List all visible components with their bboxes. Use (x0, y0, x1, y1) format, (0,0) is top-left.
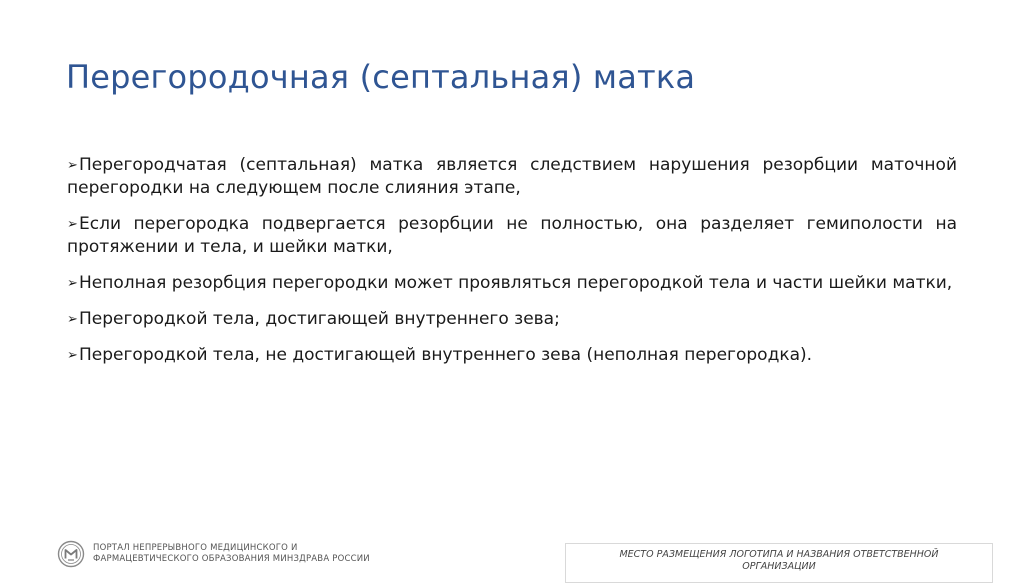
arrow-bullet-icon: ➢ (67, 312, 78, 327)
portal-name (93, 543, 413, 565)
bullet-text: Если перегородка подвергается резорбции не полностью, она разделяет гемиполости на протяжении и тела, и шейки матки, (67, 214, 957, 257)
bullet-item (67, 344, 957, 367)
arrow-bullet-icon: ➢ (67, 158, 78, 173)
arrow-bullet-icon: ➢ (67, 348, 78, 363)
bullet-list (67, 154, 957, 380)
bullet-text: Неполная резорбция перегородки может проявляться перегородкой тела и части шейки матки, (79, 273, 953, 293)
footer-portal (57, 540, 413, 568)
bullet-text: Перегородкой тела, достигающей внутреннего зева; (79, 309, 560, 329)
portal-logo-icon (57, 540, 85, 568)
bullet-text: Перегородкой тела, не достигающей внутреннего зева (неполная перегородка). (79, 345, 813, 365)
bullet-item (67, 213, 957, 259)
org-logo-placeholder (565, 543, 993, 583)
bullet-item (67, 272, 957, 295)
placeholder-text: МЕСТО РАЗМЕЩЕНИЯ ЛОГОТИПА И НАЗВАНИЯ ОТВЕТСТВЕННОЙ ОРГАНИЗАЦИИ (619, 549, 939, 572)
bullet-text: Перегородчатая (септальная) матка является следствием нарушения резорбции маточной перегородки на следующем после слияния этапе, (67, 155, 957, 198)
bullet-item (67, 154, 957, 200)
portal-name-line-1: ПОРТАЛ НЕПРЕРЫВНОГО МЕДИЦИНСКОГО И (93, 543, 298, 553)
portal-name-line-2: ФАРМАЦЕВТИЧЕСКОГО ОБРАЗОВАНИЯ МИНЗДРАВА РОССИИ (93, 554, 370, 564)
arrow-bullet-icon: ➢ (67, 276, 78, 291)
slide-title: Перегородочная (септальная) матка (66, 58, 696, 96)
arrow-bullet-icon: ➢ (67, 217, 78, 232)
bullet-item (67, 308, 957, 331)
